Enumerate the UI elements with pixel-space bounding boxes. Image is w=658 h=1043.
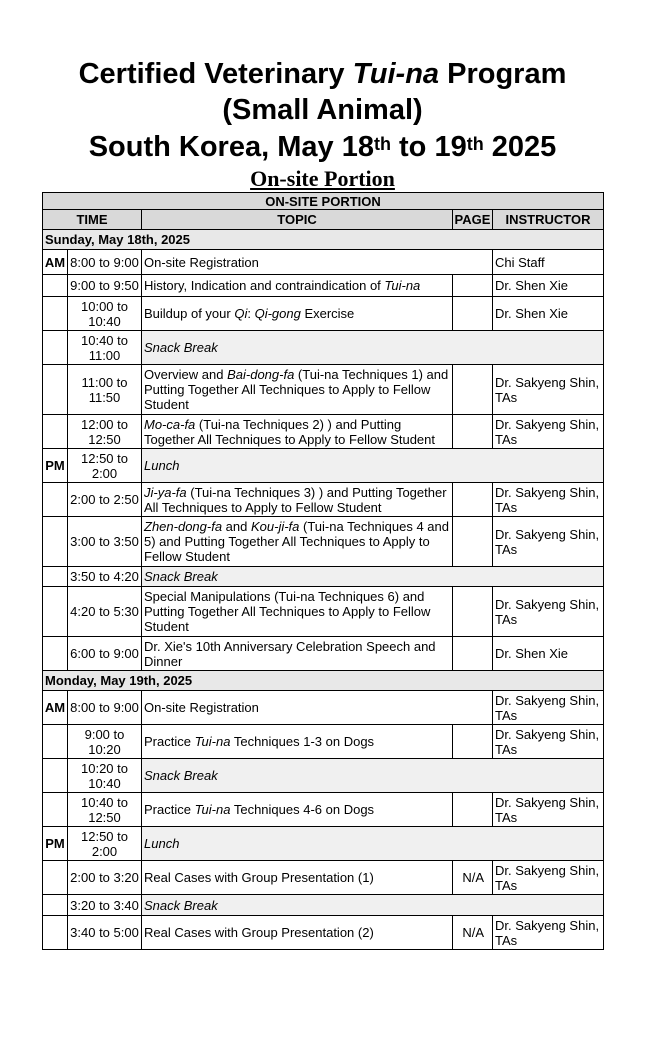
subtitle: On-site Portion [250,166,395,191]
topic-cell: Real Cases with Group Presentation (2) [142,916,453,950]
time-cell: 12:50 to 2:00 [68,449,142,483]
time-cell: 3:20 to 3:40 [68,895,142,916]
time-cell: 2:00 to 3:20 [68,861,142,895]
instructor-cell: Dr. Sakyeng Shin, TAs [493,517,604,567]
instructor-cell: Dr. Sakyeng Shin, TAs [493,691,604,725]
time-cell: 3:50 to 4:20 [68,567,142,587]
time-cell: 12:00 to 12:50 [68,415,142,449]
topic-cell: Buildup of your Qi: Qi-gong Exercise [142,297,453,331]
topic-cell: Special Manipulations (Tui-na Techniques 6) and Putting Together All Techniques to Apply to Fellow Student [142,587,453,637]
page-cell [453,415,493,449]
table-row [43,275,604,297]
lunch-cell: Lunch [142,449,604,483]
time-cell: 10:00 to 10:40 [68,297,142,331]
instructor-cell: Dr. Sakyeng Shin, TAs [493,587,604,637]
time-cell: 11:00 to 11:50 [68,365,142,415]
page-cell [453,297,493,331]
ampm-label [43,331,68,365]
ampm-label: PM [43,449,68,483]
table-row [43,691,604,725]
instructor-cell: Dr. Sakyeng Shin, TAs [493,793,604,827]
topic-cell: Mo-ca-fa (Tui-na Techniques 2) ) and Putting Together All Techniques to Apply to Fellow Student [142,415,453,449]
table-row [43,250,604,275]
page-cell [453,483,493,517]
topic-cell: Practice Tui-na Techniques 4-6 on Dogs [142,793,453,827]
ampm-label: PM [43,827,68,861]
ampm-label [43,297,68,331]
topic-cell: Real Cases with Group Presentation (1) [142,861,453,895]
table-row [43,827,604,861]
instructor-cell: Dr. Sakyeng Shin, TAs [493,916,604,950]
time-cell: 9:00 to 9:50 [68,275,142,297]
header-time: TIME [43,210,142,230]
ampm-label [43,637,68,671]
table-row [43,365,604,415]
time-cell: 3:00 to 3:50 [68,517,142,567]
time-cell: 10:20 to 10:40 [68,759,142,793]
ampm-label [43,759,68,793]
ampm-label [43,895,68,916]
table-row [43,861,604,895]
header-topic: TOPIC [142,210,453,230]
table-row [43,895,604,916]
table-banner: ON-SITE PORTION [43,193,604,210]
title-line-1: Certified Veterinary Tui-na Program [78,58,567,90]
break-cell: Snack Break [142,759,604,793]
page-cell [453,637,493,671]
lunch-cell: Lunch [142,827,604,861]
table-row [43,567,604,587]
topic-cell: Zhen-dong-fa and Kou-ji-fa (Tui-na Techniques 4 and 5) and Putting Together All Techniques to Apply to Fellow Student [142,517,453,567]
ampm-label [43,415,68,449]
header-page: PAGE [453,210,493,230]
break-cell: Snack Break [142,331,604,365]
time-cell: 8:00 to 9:00 [68,250,142,275]
topic-cell: On-site Registration [142,250,493,275]
table-row [43,449,604,483]
table-row [43,725,604,759]
table-row [43,637,604,671]
table-row [43,793,604,827]
table-row [43,331,604,365]
time-cell: 4:20 to 5:30 [68,587,142,637]
ampm-label [43,861,68,895]
table-row [43,587,604,637]
time-cell: 2:00 to 2:50 [68,483,142,517]
ampm-label [43,517,68,567]
time-cell: 8:00 to 9:00 [68,691,142,725]
page-cell [453,587,493,637]
break-cell: Snack Break [142,567,604,587]
instructor-cell: Dr. Shen Xie [493,637,604,671]
page-cell [453,275,493,297]
time-cell: 9:00 to 10:20 [68,725,142,759]
time-cell: 12:50 to 2:00 [68,827,142,861]
instructor-cell: Dr. Sakyeng Shin, TAs [493,861,604,895]
instructor-cell: Dr. Shen Xie [493,297,604,331]
schedule-table [42,192,604,950]
time-cell: 6:00 to 9:00 [68,637,142,671]
ampm-label [43,793,68,827]
table-row [43,415,604,449]
ampm-label [43,725,68,759]
page-cell [453,725,493,759]
day-header-sunday: Sunday, May 18th, 2025 [43,230,604,250]
instructor-cell: Dr. Sakyeng Shin, TAs [493,483,604,517]
table-row [43,297,604,331]
ampm-label [43,365,68,415]
instructor-cell: Dr. Shen Xie [493,275,604,297]
ampm-label [43,483,68,517]
page-cell [453,793,493,827]
header-instructor: INSTRUCTOR [493,210,604,230]
instructor-cell: Dr. Sakyeng Shin, TAs [493,725,604,759]
ampm-label [43,275,68,297]
topic-cell: History, Indication and contraindication of Tui-na [142,275,453,297]
time-cell: 3:40 to 5:00 [68,916,142,950]
table-row [43,517,604,567]
time-cell: 10:40 to 12:50 [68,793,142,827]
ampm-label [43,567,68,587]
topic-cell: Dr. Xie's 10th Anniversary Celebration Speech and Dinner [142,637,453,671]
instructor-cell: Dr. Sakyeng Shin, TAs [493,365,604,415]
ampm-label [43,916,68,950]
title-line-2: (Small Animal) [222,94,423,126]
topic-cell: On-site Registration [142,691,493,725]
ampm-label [43,587,68,637]
topic-cell: Practice Tui-na Techniques 1-3 on Dogs [142,725,453,759]
table-row [43,916,604,950]
title-line-3: South Korea, May 18th to 19th 2025 [88,131,557,163]
page-cell: N/A [453,916,493,950]
instructor-cell: Chi Staff [493,250,604,275]
ampm-label: AM [43,250,68,275]
page-cell: N/A [453,861,493,895]
topic-cell: Overview and Bai-dong-fa (Tui-na Techniques 1) and Putting Together All Techniques to Apply to Fellow Student [142,365,453,415]
break-cell: Snack Break [142,895,604,916]
table-row [43,759,604,793]
day-header-monday: Monday, May 19th, 2025 [43,671,604,691]
instructor-cell: Dr. Sakyeng Shin, TAs [493,415,604,449]
ampm-label: AM [43,691,68,725]
time-cell: 10:40 to 11:00 [68,331,142,365]
page-cell [453,365,493,415]
page-cell [453,517,493,567]
table-row [43,483,604,517]
topic-cell: Ji-ya-fa (Tui-na Techniques 3) ) and Putting Together All Techniques to Apply to Fellow Student [142,483,453,517]
